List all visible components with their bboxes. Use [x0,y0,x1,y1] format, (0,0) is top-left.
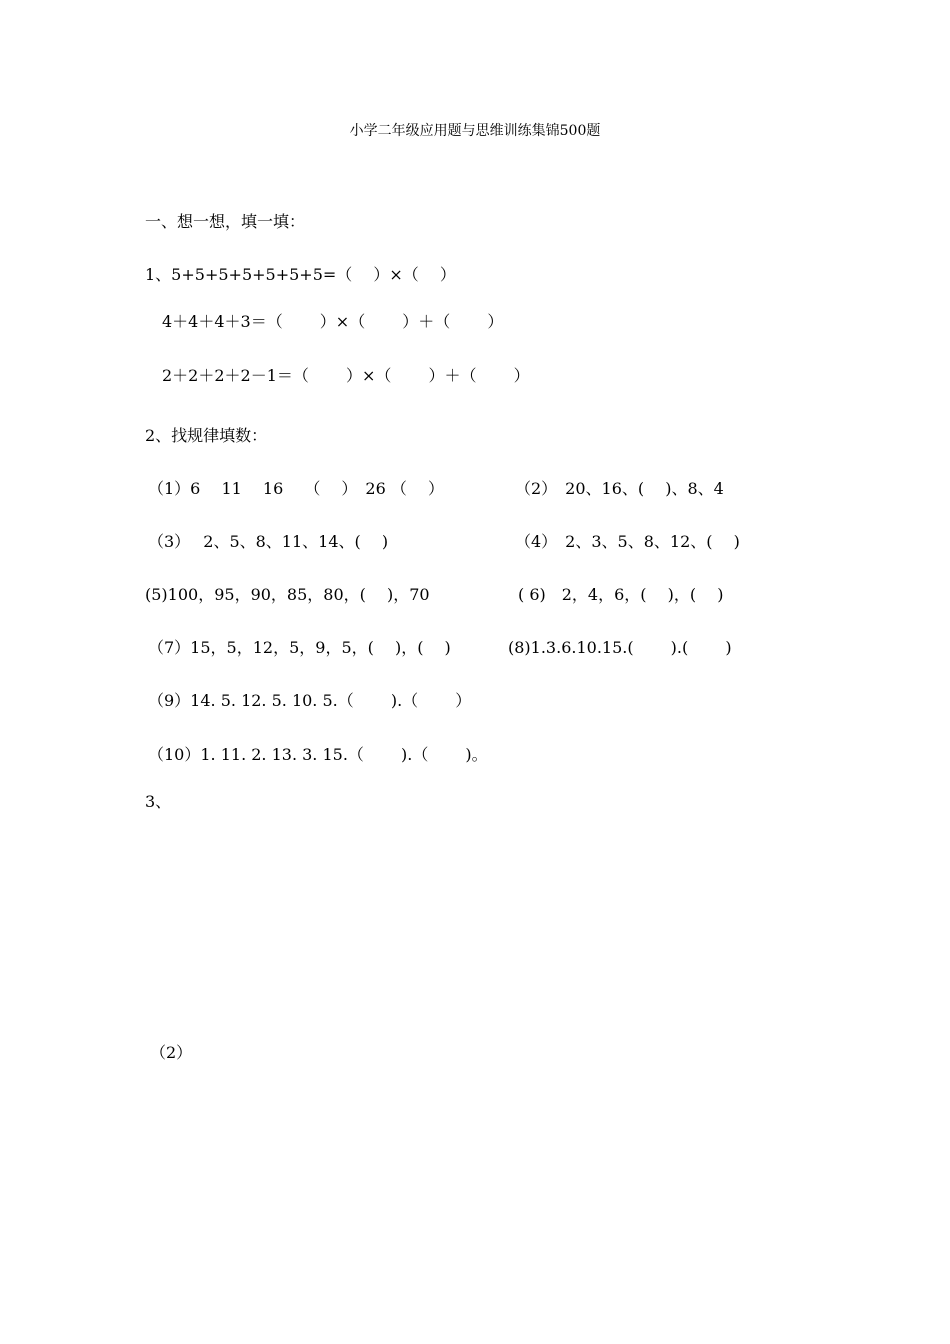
pattern-item-4: （4） 2、3、5、8、12、( ) [515,532,740,551]
section1-heading: 一、想一想，填一填： [145,212,306,231]
question-1-line-1: 1、5+5+5+5+5+5+5=（ ）×（ ） [145,265,456,284]
question-1-line-3: 2＋2＋2＋2－1＝（ ）×（ ）＋（ ） [162,366,530,385]
pattern-item-7: （7）15，5，12，5，9，5，( )，( ) [148,638,451,657]
section3-sub-2: （2） [150,1043,193,1062]
pattern-item-5: (5)100，95，90，85，80，( )，70 [145,585,430,604]
pattern-item-10: （10）1. 11. 2. 13. 3. 15.（ ).（ )。 [148,745,488,764]
question-1-line-2: 4＋4＋4＋3＝（ ）×（ ）＋（ ） [162,312,504,331]
pattern-item-8: (8)1.3.6.10.15.( ).( ) [508,638,732,657]
section2-heading: 2、找规律填数： [145,426,268,445]
section3-heading: 3、 [145,792,172,811]
pattern-item-2: （2） 20、16、( )、8、4 [515,479,724,498]
pattern-item-1: （1）6 11 16 （ ） 26 （ ） [148,479,444,498]
pattern-item-9: （9）14. 5. 12. 5. 10. 5.（ ).（ ） [148,691,472,710]
pattern-item-6: ( 6) 2，4，6，( )，( ) [518,585,724,604]
pattern-item-3: （3） 2、5、8、11、14、( ) [148,532,389,551]
page-title: 小学二年级应用题与思维训练集锦500题 [349,123,601,139]
